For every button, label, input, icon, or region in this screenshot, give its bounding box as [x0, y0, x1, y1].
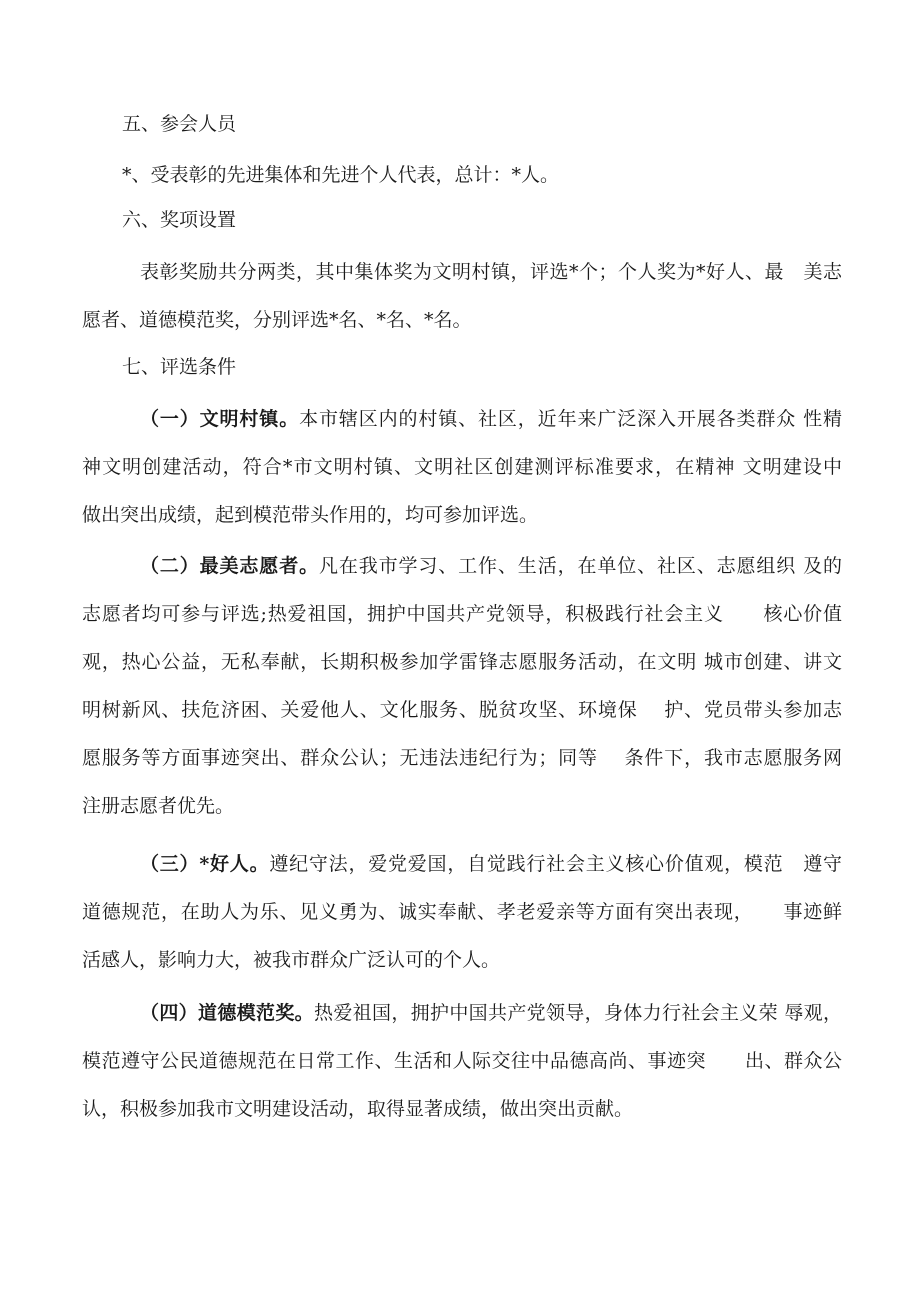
criteria-volunteer-line-6: 注册志愿者优先。 [82, 795, 235, 817]
attendees-text: *、受表彰的先进集体和先进个人代表，总计：*人。 [122, 164, 560, 186]
criteria-moral-model-line-3: 认，积极参加我市文明建设活动，取得显著成绩，做出突出贡献。 [82, 1098, 634, 1120]
heading-attendees: 五、参会人员 [122, 113, 237, 135]
criteria-good-person-title: （三）*好人。 [140, 853, 270, 875]
criteria-volunteer-line-1 [82, 557, 842, 576]
awards-paragraph [82, 263, 842, 330]
criteria-moral-model-paragraph [82, 1004, 842, 1119]
awards-line-1: 表彰奖励共分两类，其中集体奖为文明村镇，评选*个；个人奖为*好人、最 美志 [140, 261, 842, 283]
criteria-volunteer-line-4: 明树新风、扶危济困、关爱他人、文化服务、脱贫攻坚、环境保 护、党员带头参加志 [82, 699, 842, 721]
criteria-volunteer-line-5: 愿服务等方面事迹突出、群众公认；无违法违纪行为；同等 条件下，我市志愿服务网 [82, 747, 842, 769]
criteria-village-paragraph [82, 410, 842, 525]
criteria-good-person-line-2: 道德规范，在助人为乐、见义勇为、诚实奉献、孝老爱亲等方面有突出表现， 事迹鲜 [82, 901, 842, 923]
heading-awards: 六、奖项设置 [122, 209, 237, 231]
criteria-good-person-paragraph [82, 855, 842, 970]
criteria-moral-model-line-1 [82, 1004, 842, 1023]
criteria-village-title: （一）文明村镇。 [140, 408, 300, 430]
heading-criteria: 七、评选条件 [122, 356, 237, 378]
criteria-moral-model-text-1: 热爱祖国，拥护中国共产党领导，身体力行社会主义荣 辱观， [314, 1002, 842, 1024]
criteria-volunteer-title: （二）最美志愿者。 [140, 555, 319, 577]
criteria-volunteer-line-2: 志愿者均可参与评选;热爱祖国，拥护中国共产党领导，积极践行社会主义 核心价值 [82, 603, 842, 625]
criteria-volunteer-paragraph [82, 557, 842, 816]
criteria-good-person-line-1 [82, 855, 842, 874]
criteria-moral-model-line-2: 模范遵守公民道德规范在日常工作、生活和人际交往中品德高尚、事迹突 出、群众公 [82, 1050, 842, 1072]
criteria-good-person-text-1: 遵纪守法，爱党爱国，自觉践行社会主义核心价值观，模范 遵守 [269, 853, 842, 875]
criteria-volunteer-text-1: 凡在我市学习、工作、生活，在单位、社区、志愿组织 及的 [318, 555, 842, 577]
criteria-volunteer-line-3: 观，热心公益，无私奉献，长期积极参加学雷锋志愿服务活动，在文明 城市创建、讲文 [82, 651, 842, 673]
criteria-village-text-1: 本市辖区内的村镇、社区，近年来广泛深入开展各类群众 性精 [299, 408, 842, 430]
criteria-village-line-3: 做出突出成绩，起到模范带头作用的，均可参加评选。 [82, 504, 539, 526]
criteria-moral-model-title: （四）道德模范奖。 [140, 1002, 314, 1024]
awards-line-2: 愿者、道德模范奖，分别评选*名、*名、*名。 [82, 309, 472, 331]
criteria-village-line-1 [82, 410, 842, 429]
criteria-village-line-2: 神文明创建活动，符合*市文明村镇、文明社区创建测评标准要求，在精神 文明建设中 [82, 456, 842, 478]
criteria-good-person-line-3: 活感人，影响力大，被我市群众广泛认可的个人。 [82, 949, 501, 971]
